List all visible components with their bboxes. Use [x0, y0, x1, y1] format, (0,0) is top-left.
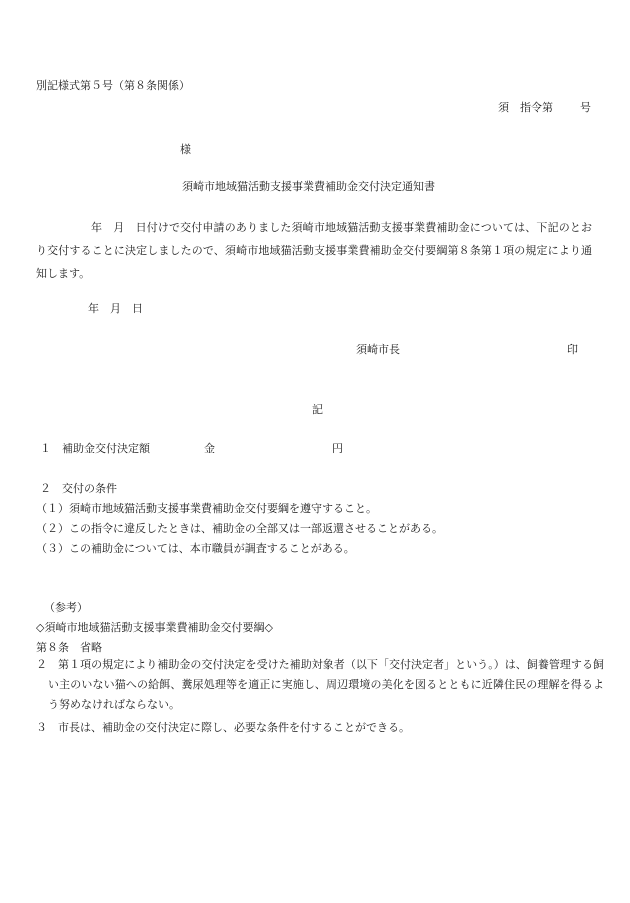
reference-heading: （参考） — [44, 601, 88, 614]
clause-3: ３ 市長は、補助金の交付決定に際し、必要な条件を付することができる。 — [36, 721, 410, 734]
condition-item: （３）この補助金については、本市職員が調査することがある。 — [36, 542, 355, 555]
document-title: 須崎市地域猫活動支援事業費補助金交付決定通知書 — [182, 180, 435, 193]
issue-date: 年 月 日 — [88, 302, 143, 315]
document-number-prefix: 須 指令第 — [498, 101, 553, 114]
body-paragraph: 年 月 日付けで交付申請のありました須崎市地域猫活動支援事業費補助金については、下記のとおり交付することに決定しましたので、須崎市地域猫活動支援事業費補助金交付要綱第８条第１項の規定により通知します。 — [36, 221, 592, 280]
form-label: 別記様式第５号（第８条関係） — [36, 79, 190, 92]
clause-2: ２ 第１項の規定により補助金の交付決定を受けた補助対象者（以下「交付決定者」という。）は、飼養管理する飼い主のいない猫への給餌、糞尿処理等を適正に実施し、周辺環境の美化を図るとともに近隣住民の理解を得るよう努めなければならない。 — [36, 658, 604, 711]
recipient-honorific: 様 — [180, 143, 191, 156]
item2-label: ２ 交付の条件 — [40, 482, 117, 495]
ki-heading: 記 — [312, 403, 323, 416]
item1-label: １ 補助金交付決定額 — [40, 442, 150, 455]
issuer-title: 須崎市長 — [356, 343, 400, 356]
amount-unit: 円 — [332, 442, 343, 455]
document-number-suffix: 号 — [580, 101, 591, 114]
seal-mark: 印 — [567, 343, 578, 356]
regulation-title: ◇須崎市地域猫活動支援事業費補助金交付要綱◇ — [36, 621, 273, 634]
article-heading: 第８条 省略 — [36, 641, 102, 654]
condition-item: （２）この指令に違反したときは、補助金の全部又は一部返還させることがある。 — [36, 522, 443, 535]
condition-item: （１）須崎市地域猫活動支援事業費補助金交付要綱を遵守すること。 — [36, 502, 377, 515]
amount-prefix: 金 — [204, 442, 215, 455]
